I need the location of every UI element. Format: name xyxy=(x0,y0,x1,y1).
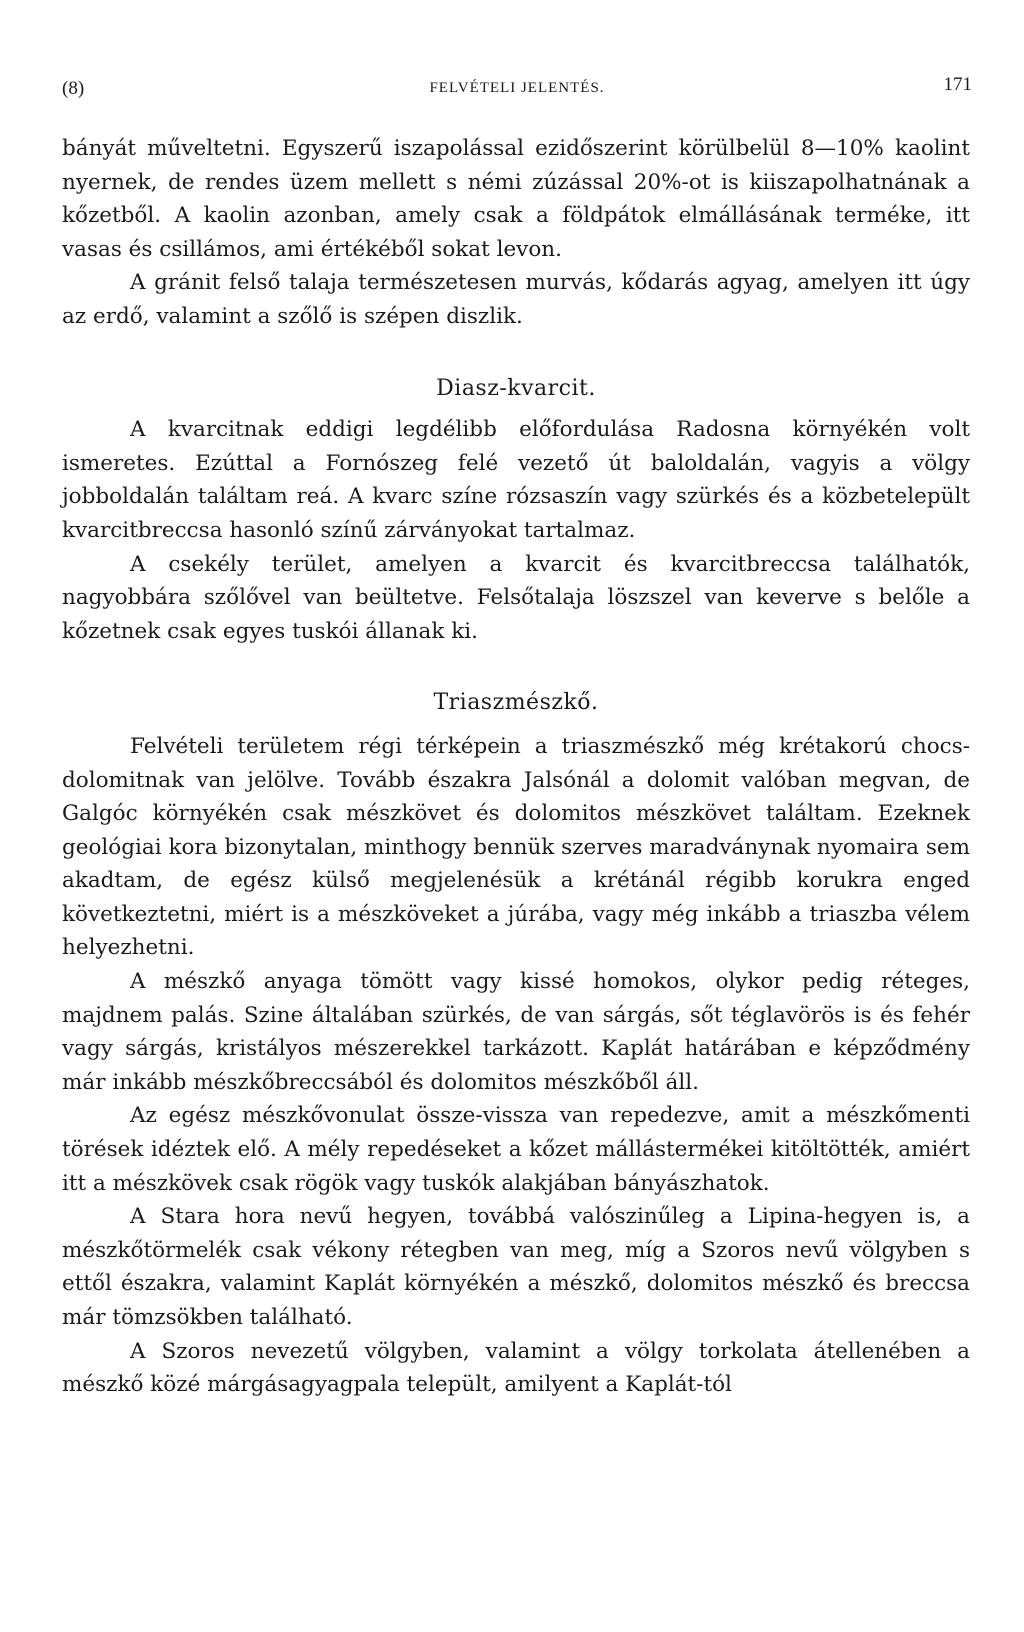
page-number: 171 xyxy=(943,74,972,95)
paragraph: A csekély terület, amelyen a kvarcit és kvarcitbreccsa találhatók, nagyobbára szőlővel van beültetve. Felsőtalaja löszszel van keverve s belőle a kőzetnek csak egyes tuskói állanak ki. xyxy=(62,551,970,644)
spacer xyxy=(62,405,970,413)
paragraph: A Stara hora nevű hegyen, továbbá valószinűleg a Lipina-hegyen is, a mészkőtörmelék csak vékony rétegben van meg, míg a Szoros nevű völgyben s ettől északra, valamint Kaplát környékén a mészkő, dolomitos mészkő és breccsa már tömzsökben található. xyxy=(62,1204,970,1330)
section-heading-triaszmeszko: Triaszmészkő. xyxy=(433,690,599,716)
paragraph: A kvarcitnak eddigi legdélibb előfordulása Radosna környékén volt ismeretes. Ezúttal a Fornószeg felé vezető út baloldalán, vagyis a völgy jobboldalán találtam reá. A kvarc színe rózsaszín vagy szürkés és a közbetelepült kvarcitbreccsa hasonló színű zárványokat tartalmaz. xyxy=(62,417,970,543)
paragraph: Felvételi területem régi térképein a triaszmészkő még krétakorú chocs-dolomitnak van jelölve. Tovább északra Jalsónál a dolomit valóban megvan, de Galgóc környékén csak mészkövet és dolomitos mészkövet találtam. Ezeknek geológiai kora bizonytalan, minthogy bennük szerves maradványnak nyomaira sem akadtam, de egész külső megjelenésük a krétánál régibb korukra enged következtetni, miért is a mészköveket a júrába, vagy még inkább a triaszba vélem helyezhetni. xyxy=(62,733,970,961)
spacer xyxy=(62,334,970,372)
paragraph: Az egész mészkővonulat össze-vissza van repedezve, amit a mészkőmenti törések idéztek elő. A mély repedéseket a kőzet mállástermékei kitöltötték, amiért itt a mészkövek csak rögök vagy tuskók alakjában bányászhatok. xyxy=(62,1103,970,1196)
paragraph: A gránit felső talaja természetesen murvás, kődarás agyag, amelyen itt úgy az erdő, valamint a szőlő is szépen diszlik. xyxy=(62,270,970,329)
paragraph: bányát műveltetni. Egyszerű iszapolással ezidőszerint körülbelül 8—10% kaolint nyernek, de rendes üzem mellett s némi zúzással 20%-ot is kiiszapolhatnának a kőzetből. A kaolin azonban, amely csak a földpátok elmállásának terméke, itt vasas és csillámos, ami értékéből sokat levon. xyxy=(62,136,970,262)
spacer xyxy=(62,720,970,730)
paragraph: A Szoros nevezetű völgyben, valamint a völgy torkolata átellenében a mészkő közé márgásagyagpala települt, amilyent a Kaplát-tól xyxy=(62,1338,970,1398)
spacer xyxy=(62,648,970,686)
document-body xyxy=(62,132,970,1402)
section-heading-diasz-kvarcit: Diasz-kvarcit. xyxy=(436,375,596,401)
page-header xyxy=(62,74,972,106)
paragraph: A mészkő anyaga tömött vagy kissé homokos, olykor pedig réteges, majdnem palás. Szine általában szürkés, de van sárgás, sőt téglavörös is és fehér vagy sárgás, kristályos mészerekkel tarkázott. Kaplát határában e képződmény már inkább mészkőbreccsából és dolomitos mészkőből áll. xyxy=(62,969,970,1095)
page-label: (8) xyxy=(62,78,85,99)
running-title: FELVÉTELI JELENTÉS. xyxy=(429,80,605,96)
